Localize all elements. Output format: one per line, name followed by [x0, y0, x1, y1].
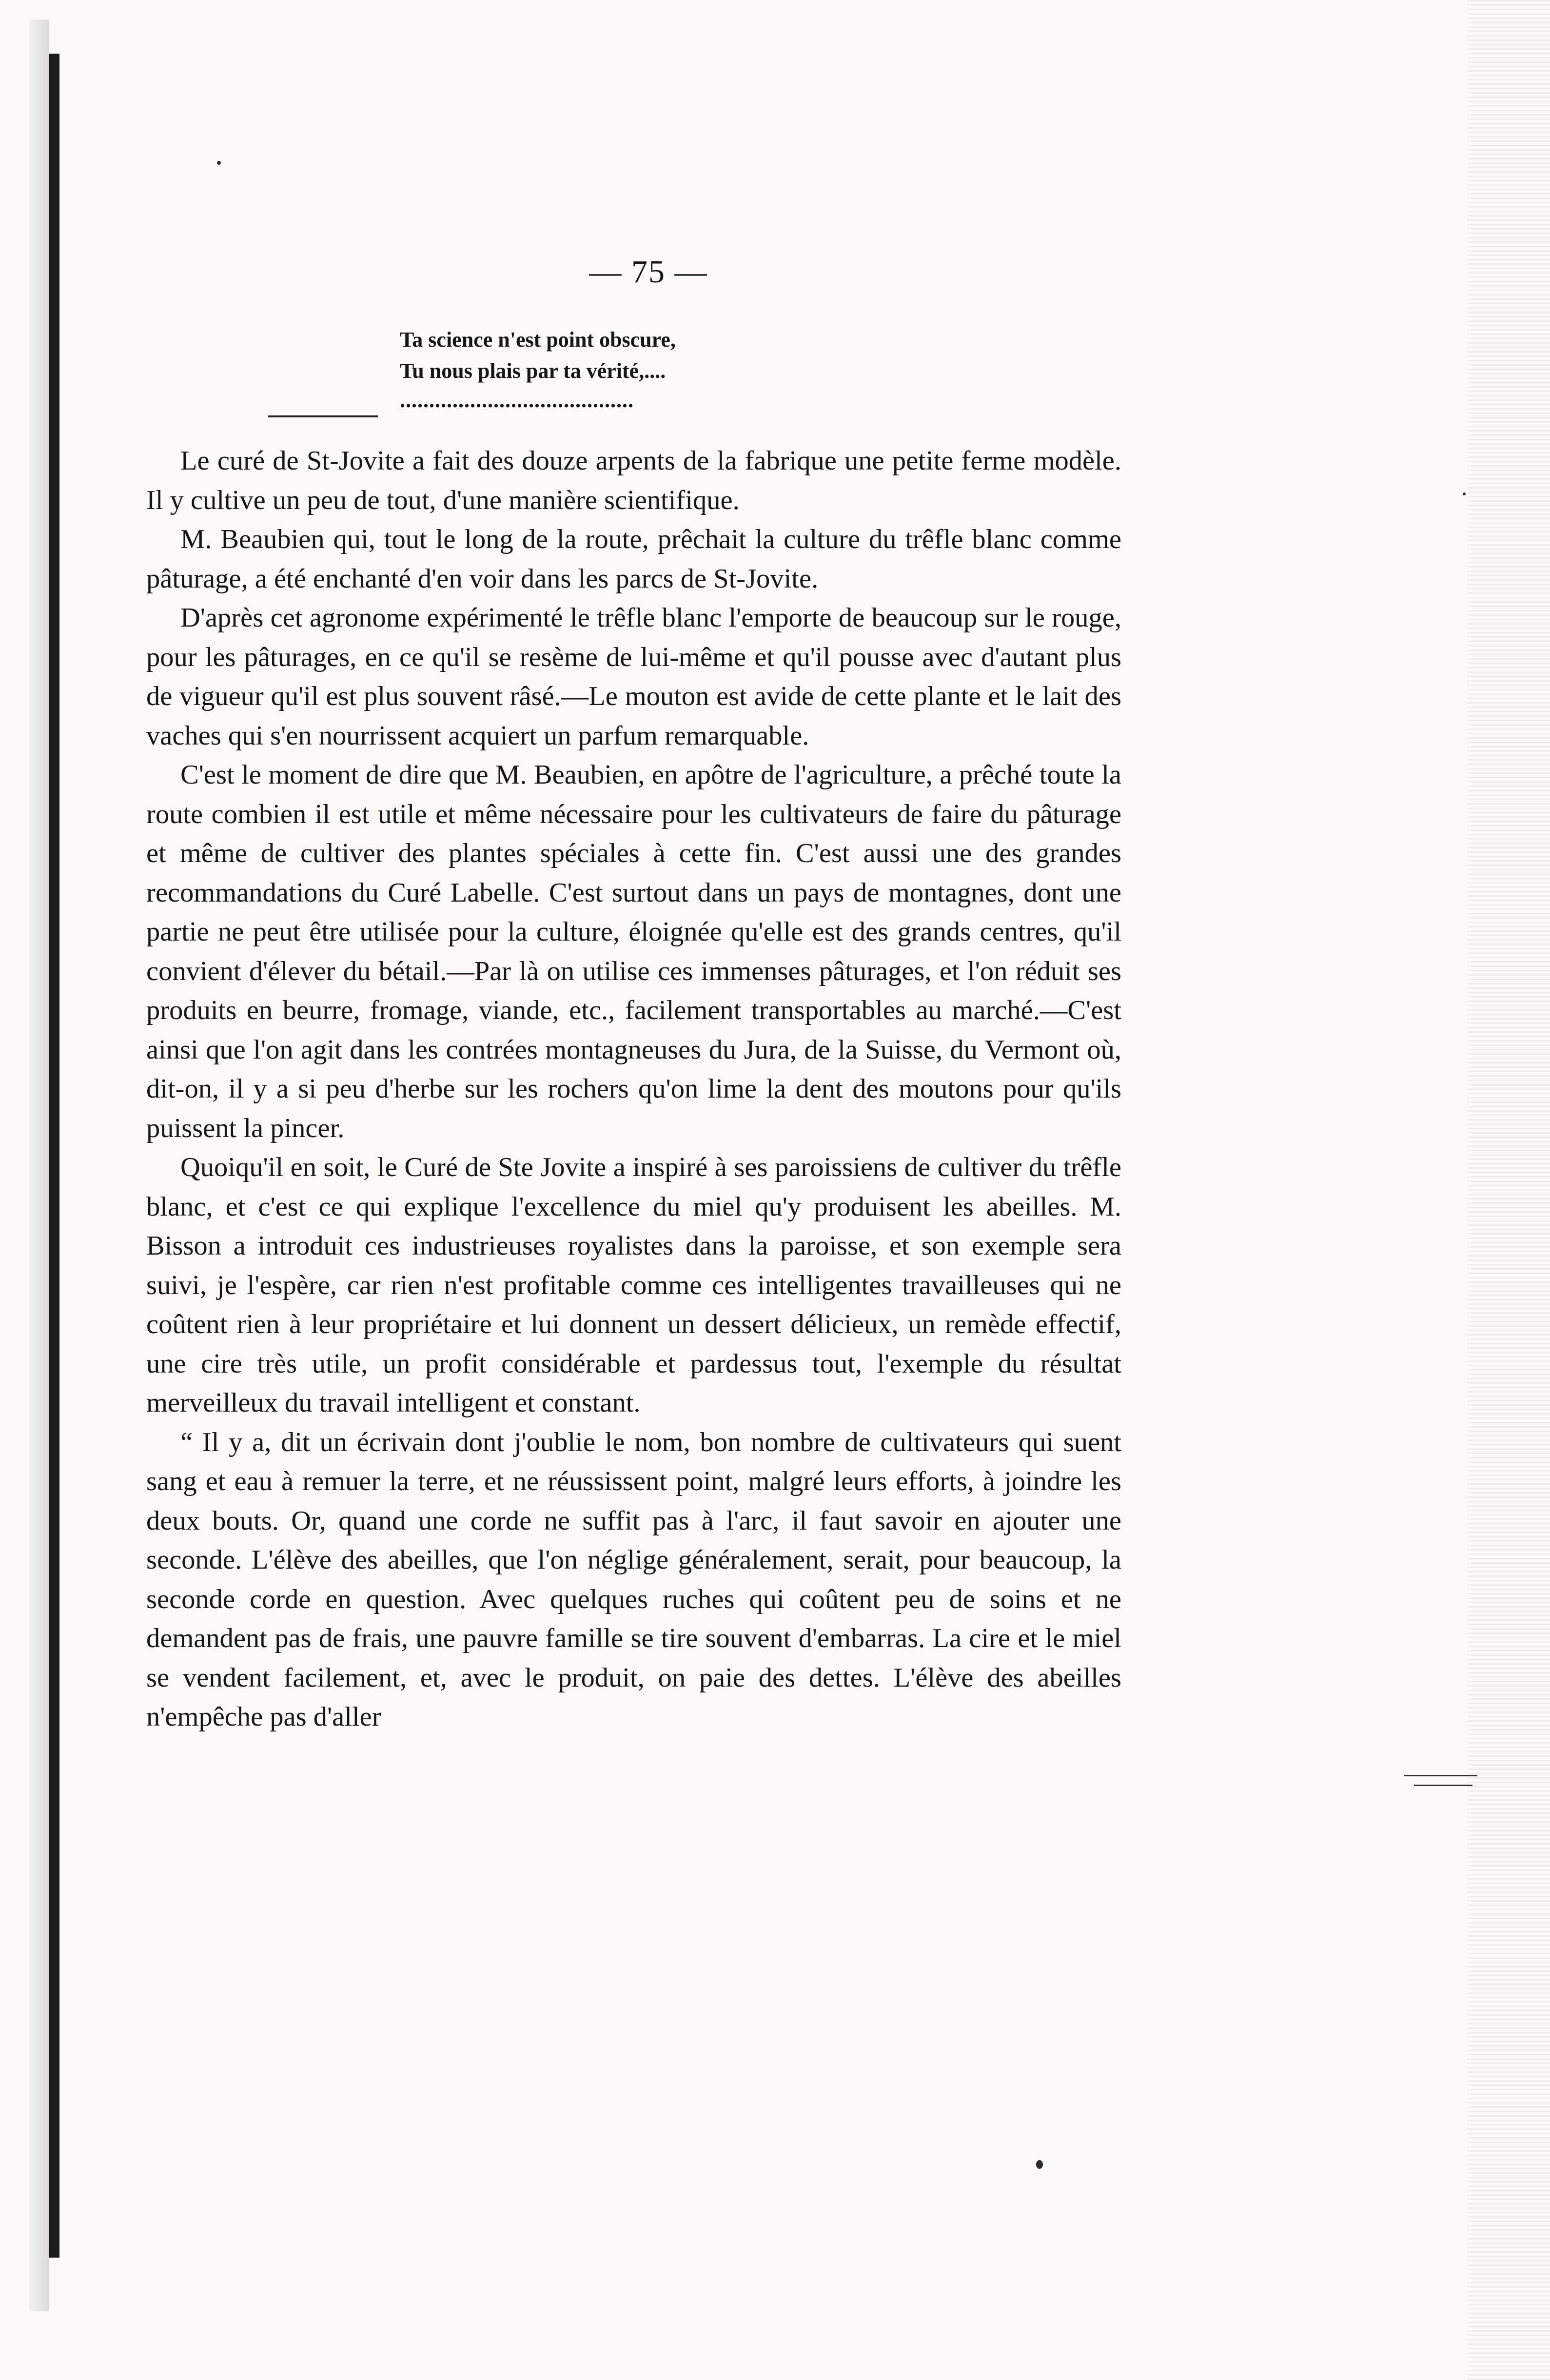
- ink-speck: [1036, 2160, 1043, 2169]
- paragraph: M. Beaubien qui, tout le long de la route, prêchait la culture du trêfle blanc comme pâturage, a été enchanté d'en voir dans les parcs de St-Jovite.: [146, 524, 1121, 594]
- binding-shadow: [29, 20, 49, 2311]
- paragraph: “ Il y a, dit un écrivain dont j'oublie le nom, bon nombre de cultivateurs qui suent sang et eau à remuer la terre, et ne réussissent point, malgré leurs efforts, à joindre les deux bouts. Or, quand une corde ne suffit pas à l'arc, il faut savoir en ajouter une seconde. L'élève des abeilles, que l'on néglige généralement, serait, pour beaucoup, la seconde corde en question. Avec quelques ruches qui coûtent peu de soins et ne demandent pas de frais, une pauvre famille se tire souvent d'embarras. La cire et le miel se vendent facilement, et, avec le produit, on paie des dettes. L'élève des abeilles n'empêche pas d'aller: [146, 1427, 1121, 1732]
- paragraph: Le curé de St-Jovite a fait des douze arpents de la fabrique une petite ferme modèle. Il y cultive un peu de tout, d'une manière scientifique.: [146, 446, 1121, 515]
- paragraph: Quoiqu'il en soit, le Curé de Ste Jovite a inspiré à ses paroissiens de cultiver du trêfle blanc, et c'est ce qui explique l'excellence du miel qu'y produisent les abeilles. M. Bisson a introduit ces industrieuses royalistes dans la paroisse, et son exemple sera suivi, je l'espère, car rien n'est profitable comme ces intelligentes travailleuses qui ne coûtent rien à leur propriétaire et lui donnent un dessert délicieux, un remède effectif, une cire très utile, un profit considérable et pardessus tout, l'exemple du résultat merveilleux du travail intelligent et constant.: [146, 1152, 1121, 1418]
- section-rule: [268, 415, 378, 417]
- body-text: [146, 441, 1121, 1737]
- ink-speck: [217, 161, 221, 165]
- binding-edge: [49, 54, 59, 2258]
- epigraph-dotted-rule: ........................................: [400, 388, 634, 412]
- page-right-edge: [1467, 0, 1550, 2380]
- margin-mark: [1404, 1775, 1477, 1776]
- epigraph-line: Tu nous plais par ta vérité,....: [400, 359, 666, 383]
- paragraph: D'après cet agronome expérimenté le trêfle blanc l'emporte de beaucoup sur le rouge, pour les pâturages, en ce qu'il se resème de lui-même et qu'il pousse avec d'autant plus de vigueur qu'il est plus souvent râsé.—Le mouton est avide de cette plante et le lait des vaches qui s'en nourrissent acquiert un parfum remarquable.: [146, 603, 1121, 751]
- page-number: — 75 —: [589, 254, 708, 290]
- epigraph: [400, 324, 839, 414]
- paragraph: C'est le moment de dire que M. Beaubien, en apôtre de l'agriculture, a prêché toute la route combien il est utile et même nécessaire pour les cultivateurs de faire du pâturage et même de cultiver des plantes spéciales à cette fin. C'est aussi une des grandes recommandations du Curé Labelle. C'est surtout dans un pays de montagnes, dont une partie ne peut être utilisée pour la culture, éloignée qu'elle est des grands centres, qu'il convient d'élever du bétail.—Par là on utilise ces immenses pâturages, et l'on réduit ses produits en beurre, fromage, viande, etc., facilement transportables au marché.—C'est ainsi que l'on agit dans les contrées montagneuses du Jura, de la Suisse, du Vermont où, dit-on, il y a si peu d'herbe sur les rochers qu'on lime la dent des moutons pour qu'ils puissent la pincer.: [146, 760, 1121, 1143]
- ink-speck: [1463, 492, 1466, 495]
- margin-mark: [1414, 1785, 1472, 1786]
- epigraph-line: Ta science n'est point obscure,: [400, 328, 676, 352]
